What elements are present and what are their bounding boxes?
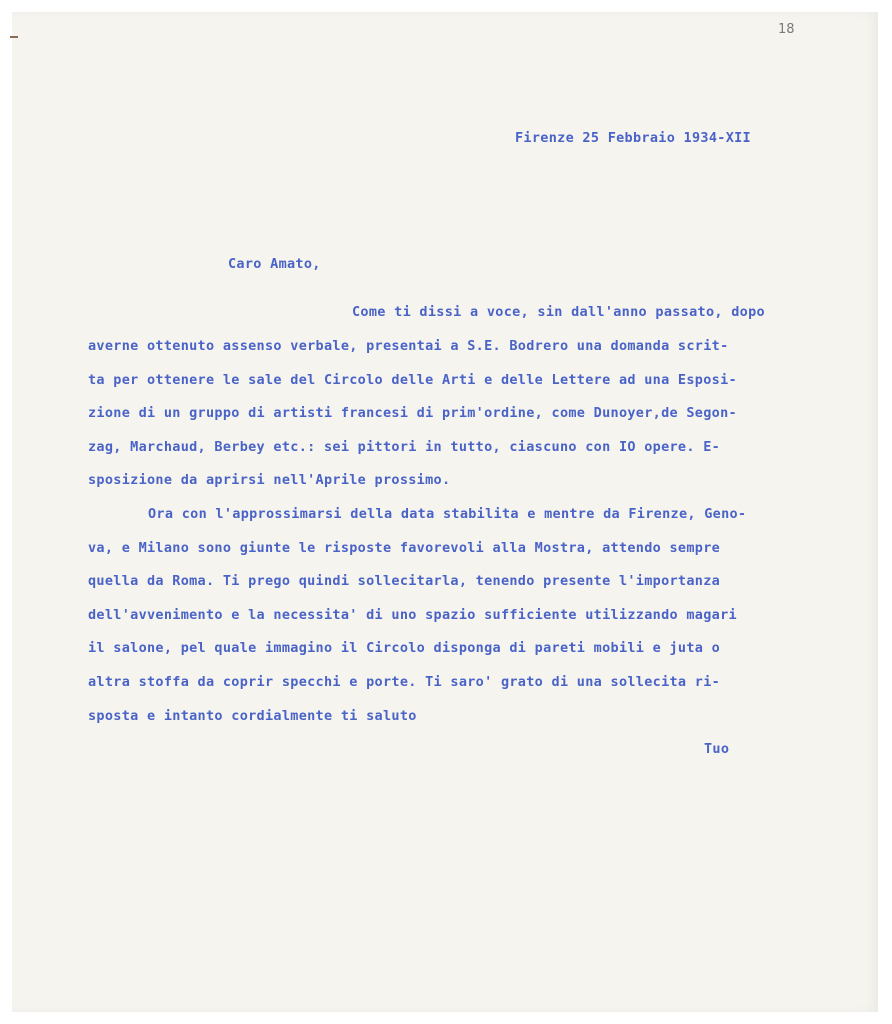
body-line: zione di un gruppo di artisti francesi di prim'ordine, come Dunoyer,de Segon- [88,405,737,421]
letter-closing: Tuo [704,741,730,757]
body-line: ta per ottenere le sale del Circolo delle Arti e delle Lettere ad una Esposi- [88,372,737,388]
letter-date: Firenze 25 Febbraio 1934-XII [515,130,751,146]
body-line: altra stoffa da coprir specchi e porte. Ti saro' grato di una sollecita ri- [88,674,721,690]
margin-mark [10,36,18,38]
letter-salutation: Caro Amato, [228,256,321,272]
body-line: sposizione da aprirsi nell'Aprile prossimo. [88,472,451,488]
body-line: dell'avvenimento e la necessita' di uno spazio sufficiente utilizzando magari [88,607,737,623]
body-line: va, e Milano sono giunte le risposte favorevoli alla Mostra, attendo sempre [88,540,721,556]
folio-number: 18 [778,22,795,37]
body-line: zag, Marchaud, Berbey etc.: sei pittori in tutto, ciascuno con IO opere. E- [88,439,721,455]
body-line: sposta e intanto cordialmente ti saluto [88,708,417,724]
body-line: Ora con l'approssimarsi della data stabilita e mentre da Firenze, Geno- [148,506,747,522]
body-line: il salone, pel quale immagino il Circolo disponga di pareti mobili e juta o [88,640,721,656]
body-line: Come ti dissi a voce, sin dall'anno passato, dopo [352,304,765,320]
body-line: averne ottenuto assenso verbale, presentai a S.E. Bodrero una domanda scrit- [88,338,729,354]
body-line: quella da Roma. Ti prego quindi sollecitarla, tenendo presente l'importanza [88,573,721,589]
